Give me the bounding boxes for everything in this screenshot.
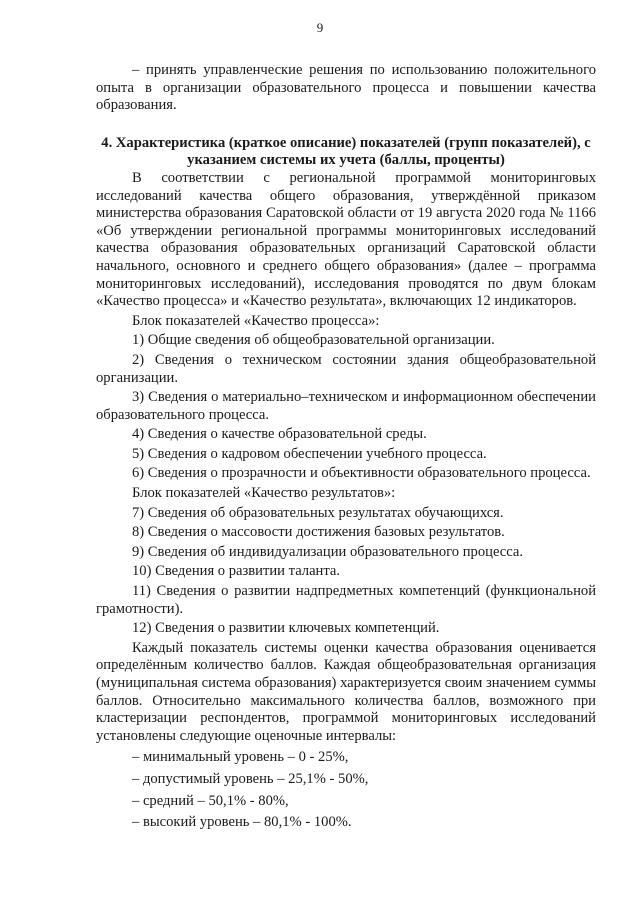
intro-paragraph: – принять управленческие решения по использованию положительного опыта в организации образовательного процесса и повышении качества образования. [96,62,596,114]
block2-list [96,505,596,638]
document-body [96,62,596,836]
list-item: 12) Сведения о развитии ключевых компетенций. [132,620,440,637]
list-item: 8) Сведения о массовости достижения базовых результатов. [132,524,505,541]
list-item: 3) Сведения о материально–техническом и информационном обеспечении образовательного процесса. [96,389,596,423]
paragraph-program: В соответствии с региональной программой мониторинговых исследований качества общего образования, утверждённой приказом министерства образования Саратовской области от 19 августа 2020 года № 1166 «Об утверждении региональной программы мониторинговых исследований качества образования образовательных организаций Саратовской области начального, основного и среднего общего образования» (далее – программа мониторинговых исследований), исследования проводятся по двум блокам «Качество процесса» и «Качество результата», включающих 12 индикаторов. [96,169,596,310]
list-item: 2) Сведения о техническом состоянии здания общеобразовательной организации. [96,351,596,386]
list-item: 9) Сведения об индивидуализации образовательного процесса. [132,543,524,560]
list-item: 5) Сведения о кадровом обеспечении учебного процесса. [132,445,487,462]
block1-title: Блок показателей «Качество процесса»: [132,312,380,329]
block1-list [96,332,596,483]
level-item: – допустимый уровень – 25,1% - 50%, [132,770,369,787]
levels-list [96,749,596,831]
list-item: 4) Сведения о качестве образовательной среды. [132,426,427,443]
level-item: – средний – 50,1% - 80%, [132,792,289,809]
section-heading: 4. Характеристика (краткое описание) показателей (групп показателей), с указанием системы их учета (баллы, проценты) [101,134,591,169]
paragraph-scoring: Каждый показатель системы оценки качества образования оценивается определённым количество баллов. Каждая общеобразовательная организация (муниципальная система образования) характеризуется своим значением суммы баллов. Относительно максимального количества баллов, возможного при кластеризации респондентов, программой мониторинговых исследований установлены следующие оценочные интервалы: [96,639,596,744]
list-item: 1) Общие сведения об общеобразовательной организации. [132,332,495,349]
list-item: 11) Сведения о развитии надпредметных компетенций (функциональной грамотности). [96,583,596,617]
list-item: 6) Сведения о прозрачности и объективности образовательного процесса. [132,465,591,482]
level-item: – высокий уровень – 80,1% - 100%. [132,814,352,831]
list-item: 7) Сведения об образовательных результатах обучающихся. [132,504,504,521]
list-item: 10) Сведения о развитии таланта. [132,563,341,580]
page-number: 9 [316,20,324,35]
block2-title: Блок показателей «Качество результатов»: [132,485,396,502]
level-item: – минимальный уровень – 0 - 25%, [132,749,349,766]
